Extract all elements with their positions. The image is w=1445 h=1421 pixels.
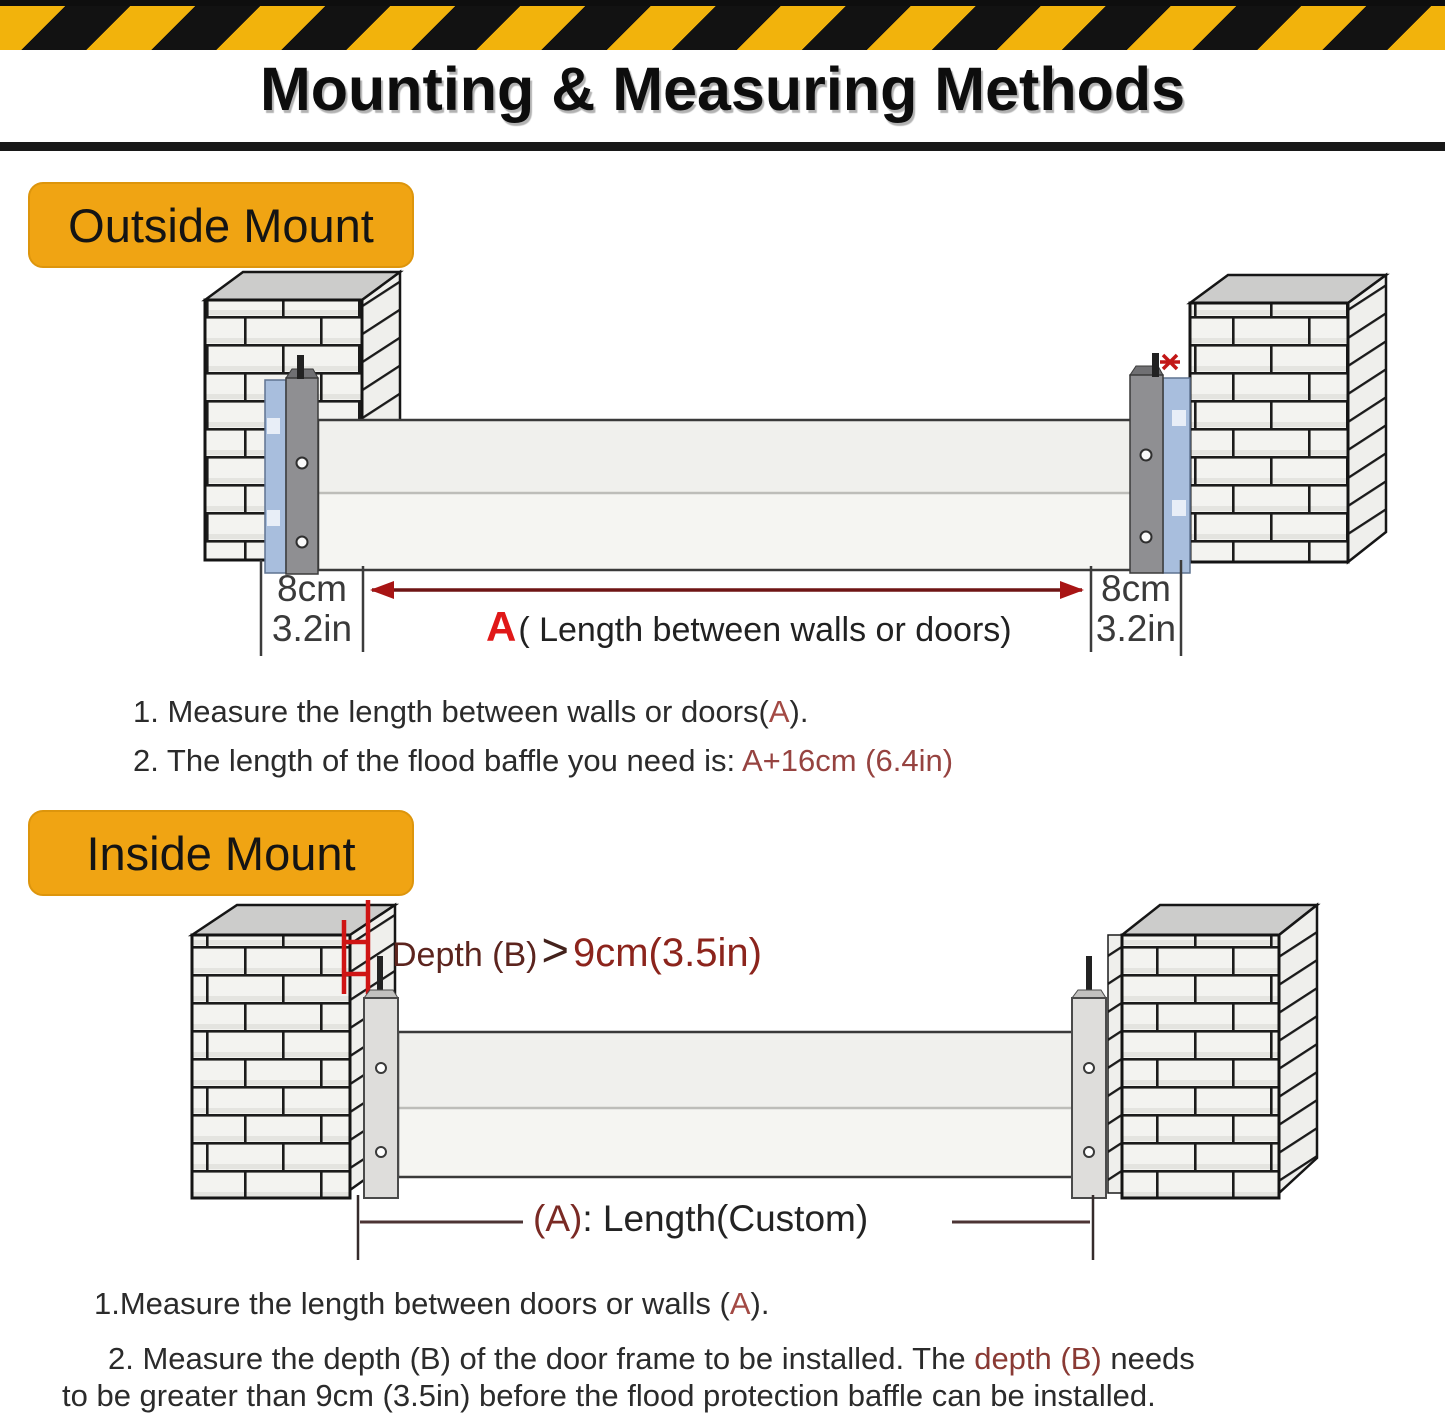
inside-step1-text: 1.Measure the length between doors or walls ( (94, 1286, 730, 1321)
red-star-marker (1160, 355, 1180, 369)
outside-right-pillar (1190, 275, 1386, 562)
outside-step-1 (133, 694, 808, 730)
span-letter-a: A (486, 603, 517, 650)
inside-span-label (533, 1198, 868, 1240)
inside-right-pillar (1108, 905, 1317, 1198)
inside-right-bracket (1072, 956, 1106, 1198)
outside-mount-badge: Outside Mount (28, 182, 414, 268)
inside-left-bracket (364, 956, 398, 1198)
inside-span-text: : Length(Custom) (582, 1198, 869, 1239)
outside-left-offset-cm: 8cm (277, 568, 347, 609)
page-title: Mounting & Measuring Methods (259, 55, 1186, 123)
inside-step2-text: 2. Measure the depth (B) of the door frame to be installed. The (108, 1341, 975, 1376)
outside-right-channel (1130, 353, 1190, 573)
inside-step-2 (108, 1341, 1195, 1377)
inside-flood-barrier (398, 1032, 1074, 1177)
outside-step2-text: 2. The length of the flood baffle you need is: (133, 743, 742, 778)
inside-step2-post: needs (1101, 1341, 1195, 1376)
depth-label-text: Depth (B) (392, 936, 538, 974)
outside-flood-barrier (318, 420, 1132, 570)
left-anchor-pin (297, 355, 304, 379)
inside-step2-em: depth (B) (974, 1341, 1102, 1376)
outside-left-channel (265, 355, 318, 574)
outside-span-label (486, 603, 1012, 651)
inside-step1-em: A (729, 1286, 751, 1321)
greater-than-symbol: > (541, 923, 569, 976)
outside-step-2 (133, 743, 953, 779)
right-anchor-pin (1152, 353, 1159, 377)
inside-step-1 (94, 1286, 769, 1322)
outside-step1-post: ). (789, 694, 809, 729)
outside-step1-em: A (768, 694, 790, 729)
inside-mount-badge: Inside Mount (28, 810, 414, 896)
span-label-text: ( Length between walls or doors) (518, 611, 1012, 649)
inside-step-2-continued (62, 1378, 1156, 1414)
outside-step1-text: 1. Measure the length between walls or doors( (133, 694, 769, 729)
outside-left-offset-in: 3.2in (271, 608, 353, 649)
outside-right-offset-in: 3.2in (1095, 608, 1177, 649)
depth-value-text: 9cm(3.5in) (572, 931, 762, 975)
outside-step2-em: A+16cm (6.4in) (741, 743, 954, 778)
outside-right-offset-cm: 8cm (1101, 568, 1171, 609)
depth-requirement-label (392, 922, 762, 977)
header-divider (0, 142, 1445, 151)
inside-step2-cont-text: to be greater than 9cm (3.5in) before the flood protection baffle can be installed. (62, 1378, 1156, 1413)
inside-step1-post: ). (750, 1286, 770, 1321)
outside-span-arrow (370, 581, 1084, 599)
hazard-tape-stripes (0, 6, 1445, 50)
inside-span-letter: (A) (533, 1198, 583, 1239)
